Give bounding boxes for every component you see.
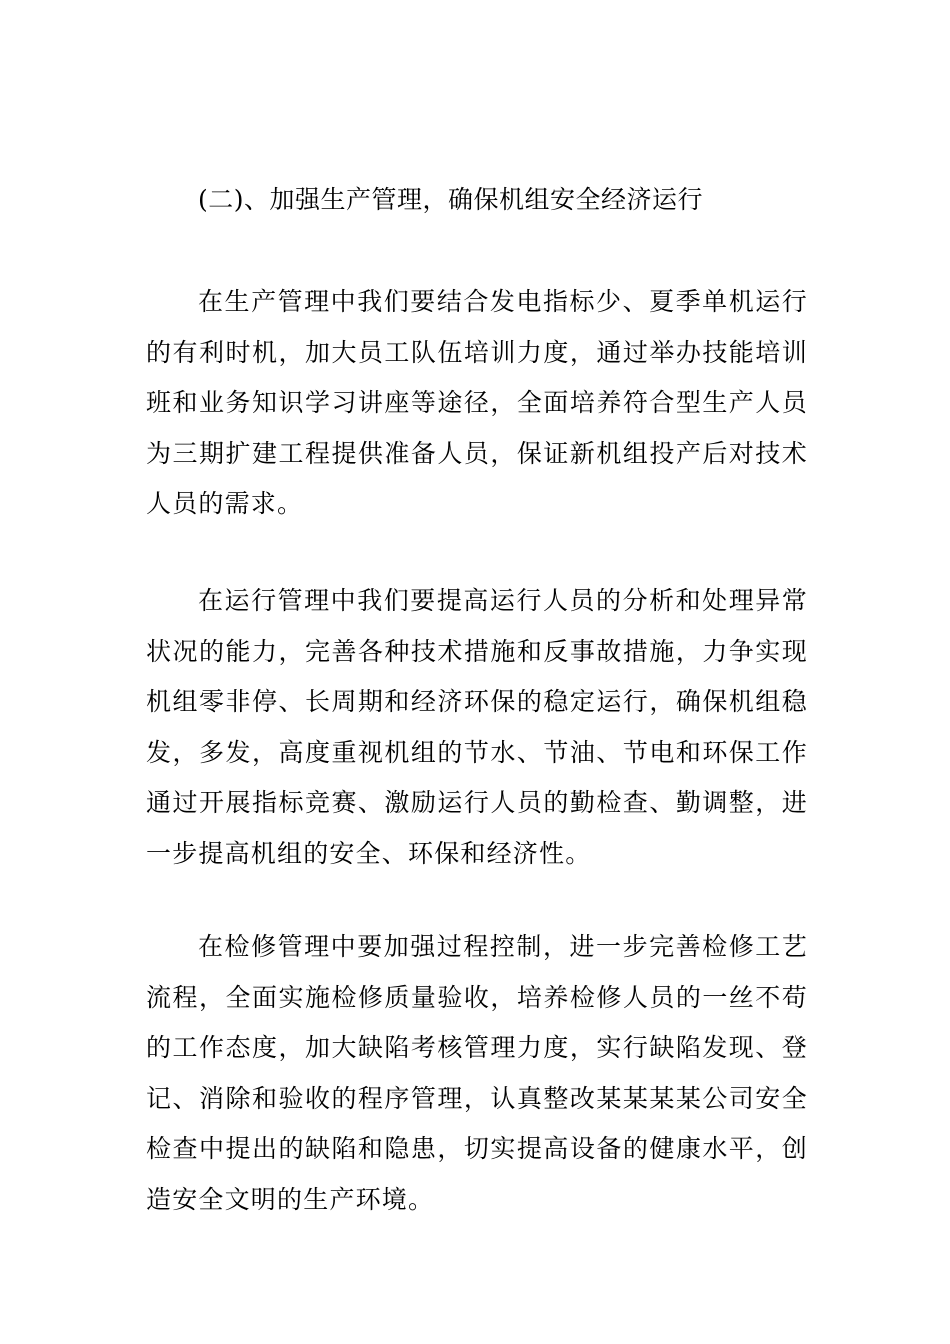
paragraph-operation-management: 在运行管理中我们要提高运行人员的分析和处理异常状况的能力，完善各种技术措施和反事故措施，力争实现机组零非停、长周期和经济环保的稳定运行，确保机组稳发，多发，高度重视机组的节水、节油、节电和环保工作通过开展指标竞赛、激励运行人员的勤检查、勤调整，进一步提高机组的安全、环保和经济性。 [146, 586, 808, 868]
paragraph-production-management: 在生产管理中我们要结合发电指标少、夏季单机运行的有利时机，加大员工队伍培训力度，通过举办技能培训班和业务知识学习讲座等途径，全面培养符合型生产人员为三期扩建工程提供准备人员，保证新机组投产后对技术人员的需求。 [146, 287, 808, 518]
section-heading: (二)、加强生产管理，确保机组安全经济运行 [198, 185, 704, 214]
paragraph-maintenance-management: 在检修管理中要加强过程控制，进一步完善检修工艺流程，全面实施检修质量验收，培养检修人员的一丝不苟的工作态度，加大缺陷考核管理力度，实行缺陷发现、登记、消除和验收的程序管理，认真整改某某某某公司安全检查中提出的缺陷和隐患，切实提高设备的健康水平，创造安全文明的生产环境。 [146, 932, 808, 1214]
